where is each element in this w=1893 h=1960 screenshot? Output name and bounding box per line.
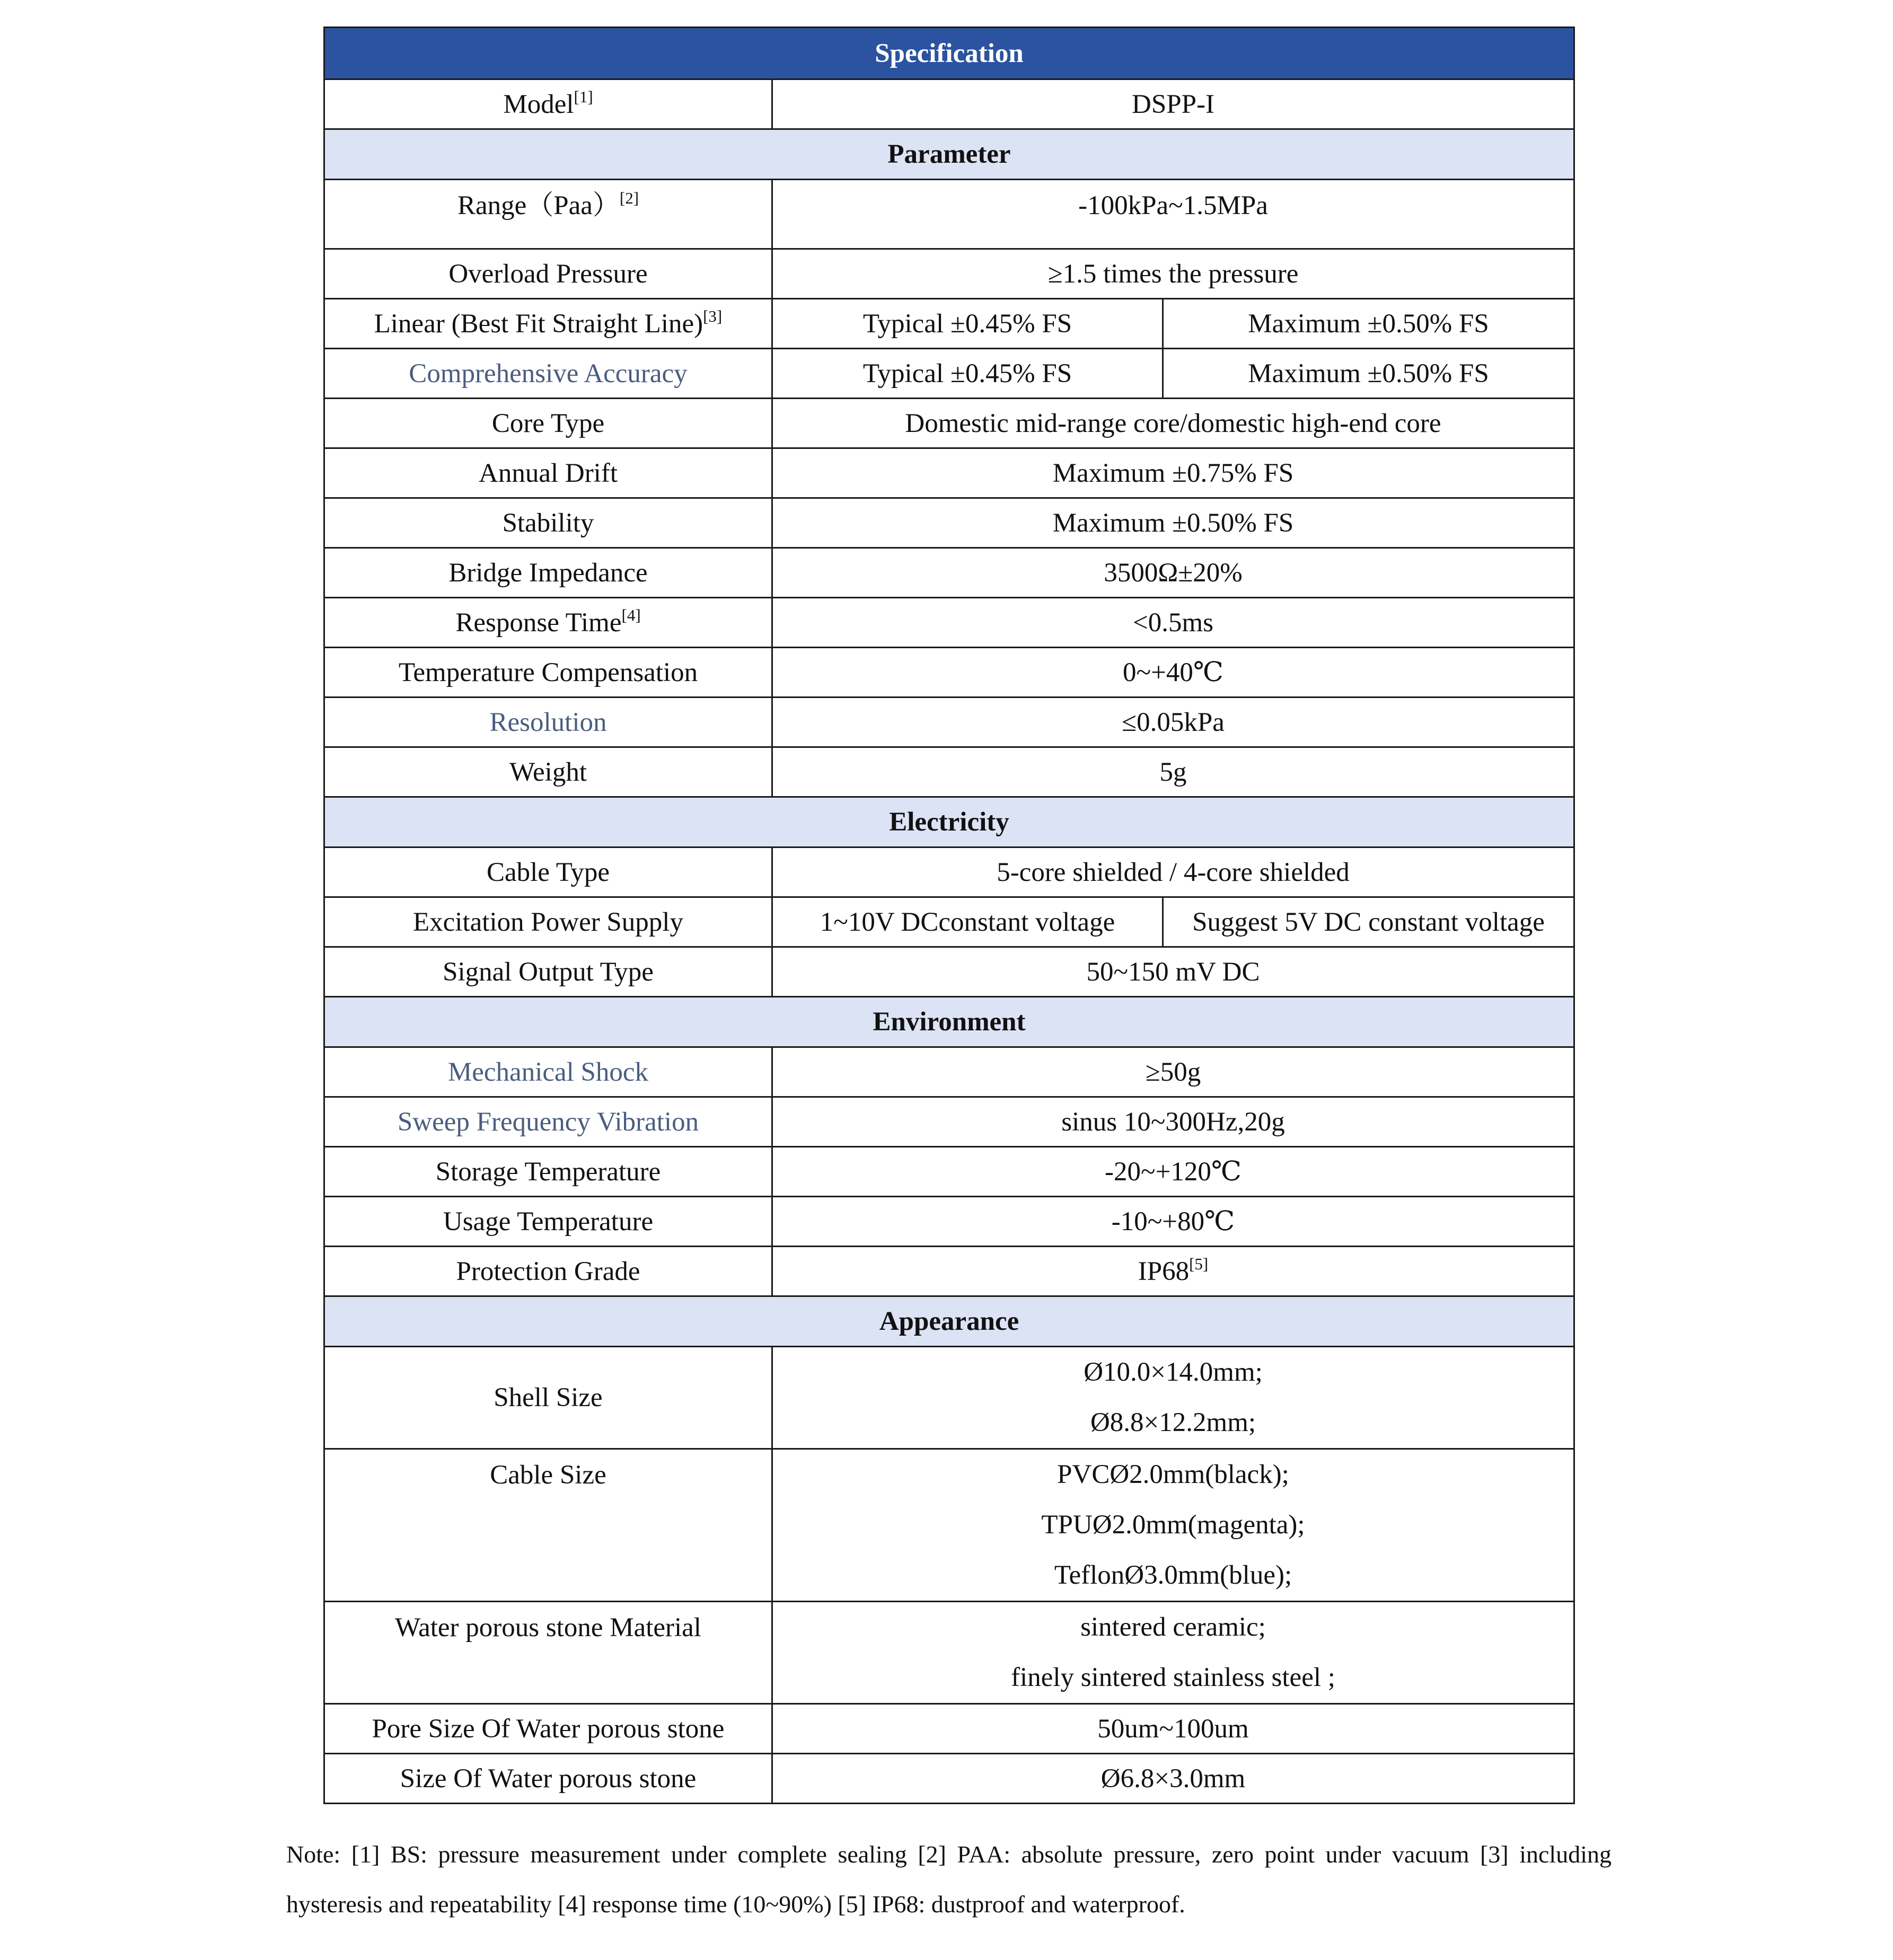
shock-label: Mechanical Shock	[324, 1047, 772, 1097]
stone-size-value: Ø6.8×3.0mm	[772, 1754, 1574, 1804]
table-row	[324, 448, 1574, 498]
model-label: Model[1]	[324, 80, 772, 129]
core-type-label: Core Type	[324, 399, 772, 448]
linear-typical: Typical ±0.45% FS	[772, 299, 1163, 349]
cable-type-value: 5-core shielded / 4-core shielded	[772, 847, 1574, 897]
range-label: Range（Paa）[2]	[324, 180, 772, 249]
response-time-value: <0.5ms	[772, 598, 1574, 648]
section-header-parameter	[324, 129, 1574, 180]
stone-size-label: Size Of Water porous stone	[324, 1754, 772, 1804]
footnote-ref: [5]	[1189, 1254, 1209, 1273]
table-row	[324, 249, 1574, 299]
table-row	[324, 1347, 1574, 1449]
section-title: Parameter	[324, 129, 1574, 180]
range-value: -100kPa~1.5MPa	[772, 180, 1574, 249]
pore-size-label: Pore Size Of Water porous stone	[324, 1704, 772, 1754]
table-row	[324, 399, 1574, 448]
table-title: Specification	[324, 28, 1574, 80]
specification-table	[323, 27, 1575, 1804]
table-row	[324, 598, 1574, 648]
table-row	[324, 1047, 1574, 1097]
section-title: Environment	[324, 997, 1574, 1047]
accuracy-maximum: Maximum ±0.50% FS	[1163, 349, 1574, 399]
annual-drift-value: Maximum ±0.75% FS	[772, 448, 1574, 498]
shock-value: ≥50g	[772, 1047, 1574, 1097]
cable-size-value	[772, 1449, 1574, 1602]
temp-compensation-label: Temperature Compensation	[324, 648, 772, 698]
section-header-environment	[324, 997, 1574, 1047]
stone-material-label: Water porous stone Material	[324, 1602, 772, 1704]
table-row	[324, 698, 1574, 747]
vibration-label: Sweep Frequency Vibration	[324, 1097, 772, 1147]
table-row	[324, 349, 1574, 399]
shell-size-label: Shell Size	[324, 1347, 772, 1449]
accuracy-label: Comprehensive Accuracy	[324, 349, 772, 399]
resolution-value: ≤0.05kPa	[772, 698, 1574, 747]
stone-material-line: finely sintered stainless steel ;	[1011, 1663, 1335, 1692]
table-row	[324, 1147, 1574, 1197]
section-header-electricity	[324, 797, 1574, 847]
table-row	[324, 1602, 1574, 1704]
footnote-ref: [3]	[703, 306, 723, 325]
table-row	[324, 648, 1574, 698]
section-title: Electricity	[324, 797, 1574, 847]
usage-temp-label: Usage Temperature	[324, 1197, 772, 1247]
table-row	[324, 947, 1574, 997]
table-row	[324, 1704, 1574, 1754]
signal-output-value: 50~150 mV DC	[772, 947, 1574, 997]
overload-value: ≥1.5 times the pressure	[772, 249, 1574, 299]
storage-temp-label: Storage Temperature	[324, 1147, 772, 1197]
table-row	[324, 299, 1574, 349]
section-header-appearance	[324, 1296, 1574, 1347]
shell-size-line: Ø8.8×12.2mm;	[1090, 1408, 1256, 1437]
cable-size-label: Cable Size	[324, 1449, 772, 1602]
pore-size-value: 50um~100um	[772, 1704, 1574, 1754]
weight-value: 5g	[772, 747, 1574, 797]
footnote-ref: [1]	[574, 87, 593, 106]
table-row	[324, 80, 1574, 129]
overload-label: Overload Pressure	[324, 249, 772, 299]
usage-temp-value: -10~+80℃	[772, 1197, 1574, 1247]
excitation-label: Excitation Power Supply	[324, 897, 772, 947]
cable-size-line: TPUØ2.0mm(magenta);	[1041, 1510, 1305, 1540]
stability-label: Stability	[324, 498, 772, 548]
table-row	[324, 180, 1574, 249]
excitation-range: 1~10V DCconstant voltage	[772, 897, 1163, 947]
table-row	[324, 1097, 1574, 1147]
table-row	[324, 498, 1574, 548]
section-title: Appearance	[324, 1296, 1574, 1347]
table-row	[324, 897, 1574, 947]
resolution-label: Resolution	[324, 698, 772, 747]
cable-size-line: TeflonØ3.0mm(blue);	[1054, 1560, 1292, 1590]
temp-compensation-value: 0~+40℃	[772, 648, 1574, 698]
stability-value: Maximum ±0.50% FS	[772, 498, 1574, 548]
model-value: DSPP-I	[772, 80, 1574, 129]
storage-temp-value: -20~+120℃	[772, 1147, 1574, 1197]
linear-maximum: Maximum ±0.50% FS	[1163, 299, 1574, 349]
table-row	[324, 1449, 1574, 1602]
protection-value: IP68[5]	[772, 1247, 1574, 1296]
stone-material-value	[772, 1602, 1574, 1704]
signal-output-label: Signal Output Type	[324, 947, 772, 997]
table-row	[324, 847, 1574, 897]
annual-drift-label: Annual Drift	[324, 448, 772, 498]
shell-size-value	[772, 1347, 1574, 1449]
stone-material-line: sintered ceramic;	[1080, 1612, 1266, 1642]
bridge-impedance-value: 3500Ω±20%	[772, 548, 1574, 598]
footnote-text: Note: [1] BS: pressure measurement under complete sealing [2] PAA: absolute pressure, zero point under vacuum [3] including hysteresis and repeatability [4] response time (10~90%) [5] IP68: dustproof and waterproof.	[286, 1841, 1612, 1918]
protection-label: Protection Grade	[324, 1247, 772, 1296]
weight-label: Weight	[324, 747, 772, 797]
table-row	[324, 1247, 1574, 1296]
footnote-ref: [2]	[619, 189, 639, 207]
table-title-row	[324, 28, 1574, 80]
linear-label: Linear (Best Fit Straight Line)[3]	[324, 299, 772, 349]
response-time-label: Response Time[4]	[324, 598, 772, 648]
table-row	[324, 1754, 1574, 1804]
table-row	[324, 1197, 1574, 1247]
core-type-value: Domestic mid-range core/domestic high-end core	[772, 399, 1574, 448]
excitation-suggest: Suggest 5V DC constant voltage	[1163, 897, 1574, 947]
table-row	[324, 548, 1574, 598]
vibration-value: sinus 10~300Hz,20g	[772, 1097, 1574, 1147]
bridge-impedance-label: Bridge Impedance	[324, 548, 772, 598]
cable-type-label: Cable Type	[324, 847, 772, 897]
cable-size-line: PVCØ2.0mm(black);	[1057, 1460, 1289, 1489]
shell-size-line: Ø10.0×14.0mm;	[1084, 1357, 1263, 1387]
table-row	[324, 747, 1574, 797]
footnote-ref: [4]	[621, 605, 641, 624]
accuracy-typical: Typical ±0.45% FS	[772, 349, 1163, 399]
